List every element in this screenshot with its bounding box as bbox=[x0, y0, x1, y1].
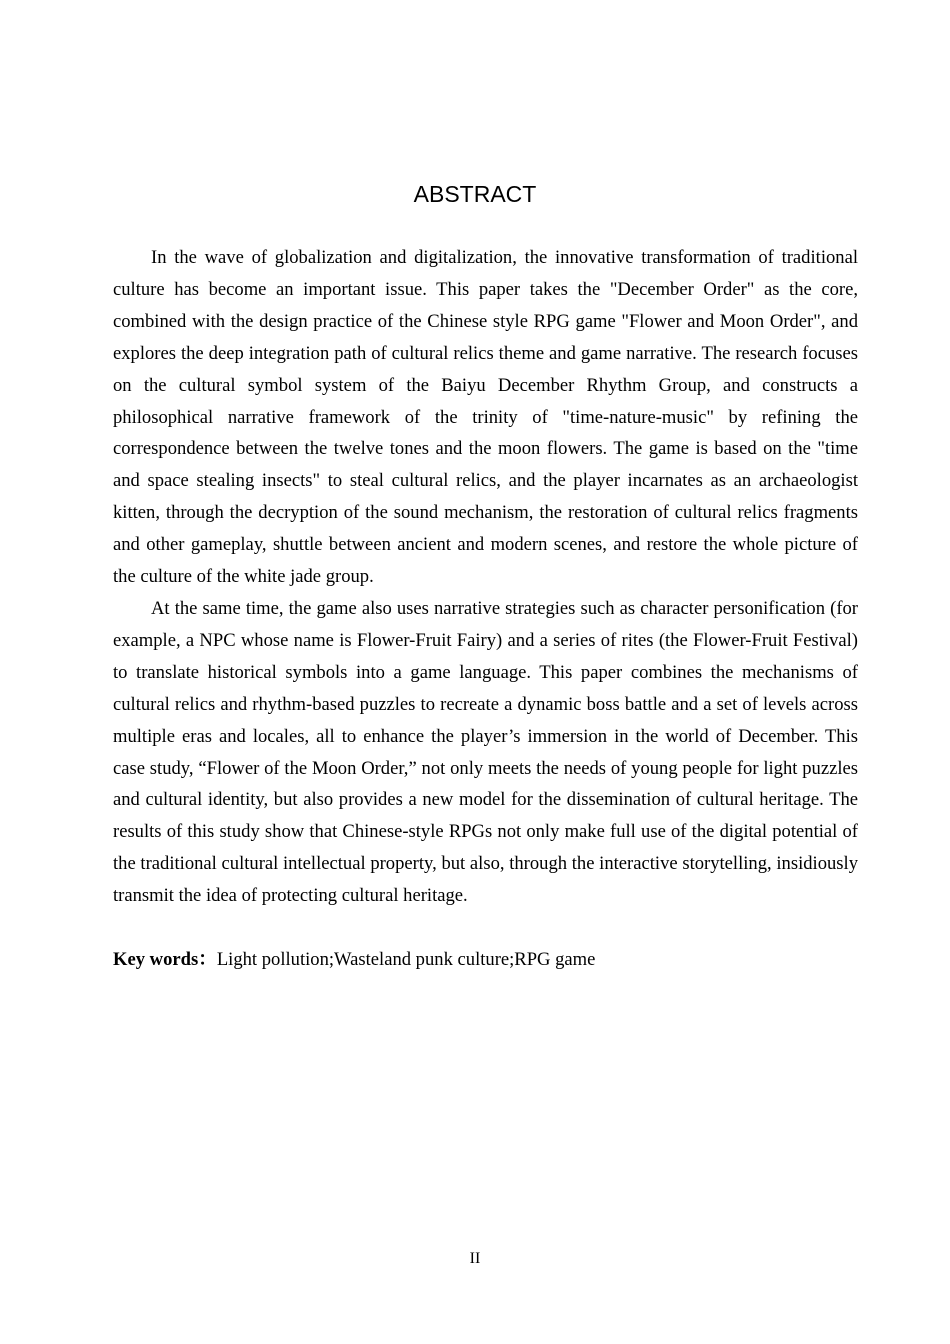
page-number: II bbox=[469, 1250, 481, 1267]
abstract-paragraph-2: At the same time, the game also uses narrative strategies such as character personification (for example, a NPC whose name is Flower-Fruit Fairy) and a series of rites (the Flower-Fruit Festival) to translate historical symbols into a game language. This paper combines the mechanisms of cultural relics and rhythm-based puzzles to recreate a dynamic boss battle and a set of levels across multiple eras and locales, all to enhance the player’s immersion in the world of December. This case study, “Flower of the Moon Order,” not only meets the needs of young people for light puzzles and cultural identity, but also provides a new model for the dissemination of cultural heritage. The results of this study show that Chinese-style RPGs not only make full use of the digital potential of the traditional cultural intellectual property, but also, through the interactive storytelling, insidiously transmit the idea of protecting cultural heritage. bbox=[113, 597, 858, 907]
abstract-paragraph-1: In the wave of globalization and digitalization, the innovative transformation of traditional culture has become an important issue. This paper takes the "December Order" as the core, combined with the design practice of the Chinese style RPG game "Flower and Moon Order", and explores the deep integration path of cultural relics theme and game narrative. The research focuses on the cultural symbol system of the Baiyu December Rhythm Group, and constructs a philosophical narrative framework of the trinity of "time-nature-music" by refining the correspondence between the twelve tones and the moon flowers. The game is based on the "time and space stealing insects" to steal cultural relics, and the player incarnates as an archaeologist kitten, through the decryption of the sound mechanism, the restoration of cultural relics fragments and other gameplay, shuttle between ancient and modern scenes, and restore the whole picture of the culture of the white jade group. bbox=[113, 247, 858, 588]
keywords-line bbox=[113, 944, 858, 975]
keywords-value: Light pollution;Wasteland punk culture;RPG game bbox=[216, 949, 596, 970]
abstract-body bbox=[113, 242, 858, 912]
keywords-label: Key words： bbox=[113, 949, 217, 970]
abstract-title: ABSTRACT bbox=[413, 181, 537, 207]
